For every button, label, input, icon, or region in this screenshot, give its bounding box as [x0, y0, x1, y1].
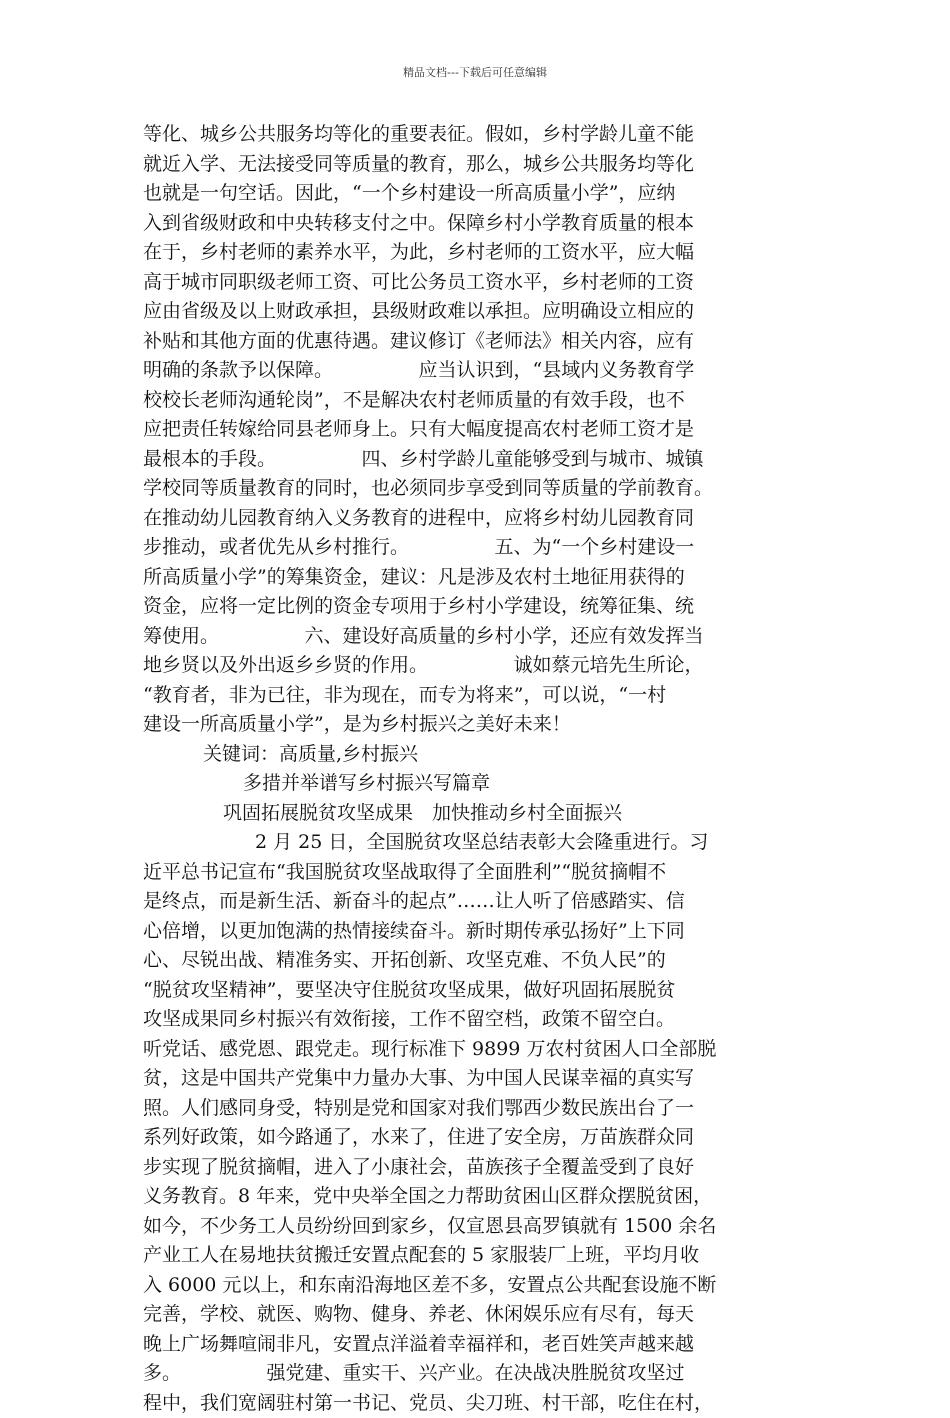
- text-line: 补贴和其他方面的优惠待遇。建议修订《老师法》相关内容，应有: [143, 327, 813, 357]
- text-line: 地乡贤以及外出返乡乡贤的作用。 诚如蔡元培先生所论，: [143, 651, 813, 681]
- text-line: 程中，我们宽阔驻村第一书记、党员、尖刀班、村干部，吃住在村，: [143, 1389, 813, 1418]
- text-line: 明确的条款予以保障。 应当认识到，“县域内义务教育学: [143, 356, 813, 386]
- text-line: 应由省级及以上财政承担，县级财政难以承担。应明确设立相应的: [143, 297, 813, 327]
- text-line: 就近入学、无法接受同等质量的教育，那么，城乡公共服务均等化: [143, 150, 813, 180]
- text-line: 听党话、感党恩、跟党走。现行标准下 9899 万农村贫困人口全部脱: [143, 1035, 813, 1065]
- text-line: 如今，不少务工人员纷纷回到家乡，仅宣恩县高罗镇就有 1500 余名: [143, 1212, 813, 1242]
- text-line: “脱贫攻坚精神”，要坚决守住脱贫攻坚成果，做好巩固拓展脱贫: [143, 976, 813, 1006]
- text-line: 照。人们感同身受，特别是党和国家对我们鄂西少数民族出台了一: [143, 1094, 813, 1124]
- text-line: 入到省级财政和中央转移支付之中。保障乡村小学教育质量的根本: [143, 209, 813, 239]
- text-line: 心倍增，以更加饱满的热情接续奋斗。新时期传承弘扬好”上下同: [143, 917, 813, 947]
- text-line: “教育者，非为已往，非为现在，而专为将来”，可以说，“一村: [143, 681, 813, 711]
- text-line: 学校同等质量教育的同时，也必须同步享受到同等质量的学前教育。: [143, 474, 813, 504]
- text-line: 完善，学校、就医、购物、健身、养老、休闲娱乐应有尽有，每天: [143, 1300, 813, 1330]
- text-line: 校校长老师沟通轮岗”，不是解决农村老师质量的有效手段，也不: [143, 386, 813, 416]
- text-line: 在于，乡村老师的素养水平，为此，乡村老师的工资水平，应大幅: [143, 238, 813, 268]
- text-line: 巩固拓展脱贫攻坚成果 加快推动乡村全面振兴: [143, 799, 813, 829]
- text-line: 筹使用。 六、建设好高质量的乡村小学，还应有效发挥当: [143, 622, 813, 652]
- text-line: 关键词：高质量,乡村振兴: [143, 740, 813, 770]
- text-line: 步推动，或者优先从乡村推行。 五、为“一个乡村建设一: [143, 533, 813, 563]
- page-header: 精品文档---下载后可任意编辑: [0, 64, 950, 80]
- text-line: 晚上广场舞喧闹非凡，安置点洋溢着幸福祥和，老百姓笑声越来越: [143, 1330, 813, 1360]
- text-line: 多。 强党建、重实干、兴产业。在决战决胜脱贫攻坚过: [143, 1359, 813, 1389]
- text-line: 贫，这是中国共产党集中力量办大事、为中国人民谋幸福的真实写: [143, 1064, 813, 1094]
- text-line: 心、尽锐出战、精准务实、开拓创新、攻坚克难、不负人民”的: [143, 946, 813, 976]
- text-line: 在推动幼儿园教育纳入义务教育的进程中，应将乡村幼儿园教育同: [143, 504, 813, 534]
- text-line: 所高质量小学”的筹集资金，建议：凡是涉及农村土地征用获得的: [143, 563, 813, 593]
- text-line: 也就是一句空话。因此，“一个乡村建设一所高质量小学”，应纳: [143, 179, 813, 209]
- text-line: 等化、城乡公共服务均等化的重要表征。假如，乡村学龄儿童不能: [143, 120, 813, 150]
- text-line: 最根本的手段。 四、乡村学龄儿童能够受到与城市、城镇: [143, 445, 813, 475]
- text-line: 2 月 25 日，全国脱贫攻坚总结表彰大会隆重进行。习: [143, 828, 813, 858]
- text-line: 资金，应将一定比例的资金专项用于乡村小学建设，统筹征集、统: [143, 592, 813, 622]
- text-line: 应把责任转嫁给同县老师身上。只有大幅度提高农村老师工资才是: [143, 415, 813, 445]
- text-line: 入 6000 元以上，和东南沿海地区差不多，安置点公共配套设施不断: [143, 1271, 813, 1301]
- text-line: 是终点，而是新生活、新奋斗的起点”……让人听了倍感踏实、信: [143, 887, 813, 917]
- text-line: 近平总书记宣布“我国脱贫攻坚战取得了全面胜利”“脱贫摘帽不: [143, 858, 813, 888]
- text-line: 高于城市同职级老师工资、可比公务员工资水平，乡村老师的工资: [143, 268, 813, 298]
- document-body: [143, 120, 813, 1418]
- text-line: 步实现了脱贫摘帽，进入了小康社会，苗族孩子全覆盖受到了良好: [143, 1153, 813, 1183]
- text-line: 建设一所高质量小学”，是为乡村振兴之美好未来！: [143, 710, 813, 740]
- text-line: 系列好政策，如今路通了，水来了，住进了安全房，万苗族群众同: [143, 1123, 813, 1153]
- text-line: 攻坚成果同乡村振兴有效衔接，工作不留空档，政策不留空白。: [143, 1005, 813, 1035]
- text-line: 产业工人在易地扶贫搬迁安置点配套的 5 家服装厂上班，平均月收: [143, 1241, 813, 1271]
- text-line: 多措并举谱写乡村振兴写篇章: [143, 769, 813, 799]
- text-line: 义务教育。8 年来，党中央举全国之力帮助贫困山区群众摆脱贫困，: [143, 1182, 813, 1212]
